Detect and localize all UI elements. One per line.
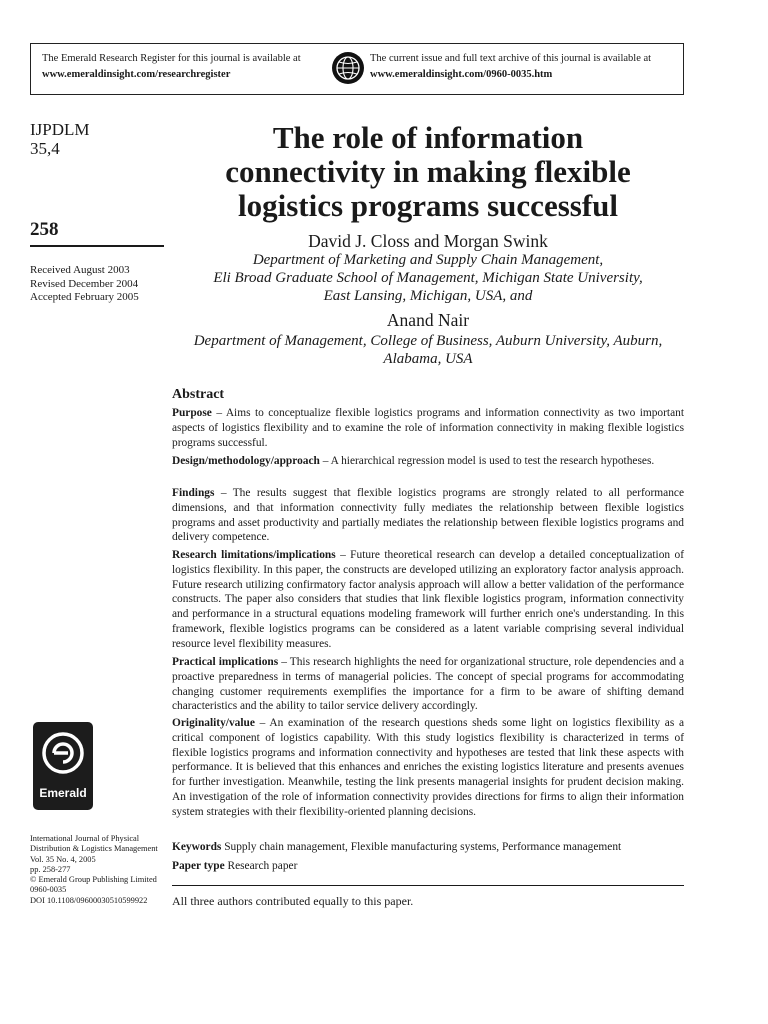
design-label: Design/methodology/approach	[172, 455, 320, 467]
header-left-url[interactable]: www.emeraldinsight.com/researchregister	[42, 69, 231, 80]
abstract-findings	[172, 486, 684, 545]
affiliation-line: East Lansing, Michigan, USA, and	[323, 288, 533, 304]
affiliation-line: Department of Management, College of Business, Auburn University, Auburn,	[193, 333, 663, 349]
pub-line: Vol. 35 No. 4, 2005	[30, 854, 96, 864]
left-rule	[30, 245, 164, 247]
emerald-logo-text: Emerald	[39, 786, 87, 800]
footnote-rule	[172, 885, 684, 886]
limitations-text: – Future theoretical research can develop a detailed conceptualization of logistics flexibility. In this paper, the constructs are developed utilizing an exploratory factor analysis approach. Future research utilizing confirmatory factor analysis approach will allow a better validation of the performance constructs. The paper also considers that studies that link flexible logistics program, information connectivity and performance in a structural equations modeling framework will further enrich one's understanding. In this framework, flexible logistics programs can be considered as a latent variable comprising several individual resource level flexibility measures.	[172, 549, 684, 650]
paper-type-text: Research paper	[224, 860, 298, 872]
pub-line: Distribution & Logistics Management	[30, 844, 158, 854]
affiliation-line: Department of Marketing and Supply Chain Management,	[252, 252, 604, 268]
header-right-text: The current issue and full text archive of this journal is available at	[370, 53, 652, 64]
practical-label: Practical implications	[172, 656, 279, 668]
abstract-originality	[172, 716, 684, 820]
affiliation-line: Eli Broad Graduate School of Management, Michigan State University,	[213, 270, 643, 286]
footnote: All three authors contributed equally to this paper.	[172, 894, 414, 908]
received-date: Received August 2003	[30, 264, 130, 276]
keywords-text: Supply chain management, Flexible manufacturing systems, Performance management	[221, 841, 622, 853]
pub-line[interactable]: DOI 10.1108/09600030510599922	[30, 895, 148, 905]
authors-group-1: David J. Closs and Morgan Swink	[308, 231, 548, 251]
page-number: 258	[30, 219, 59, 240]
paper-type-label: Paper type	[172, 860, 225, 872]
limitations-label: Research limitations/implications	[172, 549, 336, 561]
affiliation-1	[172, 251, 684, 305]
publication-info	[30, 834, 158, 906]
abstract-design	[172, 454, 684, 469]
title-line: connectivity in making flexible	[225, 154, 631, 189]
authors-group-2: Anand Nair	[386, 310, 470, 330]
findings-label: Findings	[172, 487, 215, 499]
pub-line: 0960-0035	[30, 885, 67, 895]
affiliation-2	[172, 332, 684, 368]
purpose-label: Purpose	[172, 407, 212, 419]
header-left-text: The Emerald Research Register for this journal is available at	[42, 53, 301, 64]
abstract-practical	[172, 655, 684, 714]
revised-date: Revised December 2004	[30, 277, 139, 290]
practical-text: – This research highlights the need for organizational structure, role dependencies and a proactive preparedness in terms of managerial policies. The concept of special programs for accommodating changing customer requirements exemplifies the importance for a firm to be aware of shifting demand characteristics and the ability to tailor service delivery accordingly.	[172, 656, 684, 713]
affiliation-line: Alabama, USA	[383, 351, 473, 367]
originality-text: – An examination of the research questions sheds some light on logistics flexibility as a critical component of logistics capability. With this study logistics flexibility is characterized in terms of flexible logistics programs and information connectivity and hypotheses are tested that link these aspects with performance. It is believed that this enhances and enriches the existing logistics literature and presents avenues for further investigation. Meanwhile, testing the link presents managerial insights for prudent decision making. An investigation of the role of information connectivity provides directions for firms to align their information system strategies with their flexibility-oriented planning decisions.	[172, 717, 684, 818]
globe-icon	[331, 51, 365, 85]
abstract-purpose	[172, 406, 684, 450]
journal-code	[30, 120, 90, 158]
title-line: logistics programs successful	[237, 188, 619, 223]
abstract-paper-type	[172, 859, 684, 874]
pub-line: pp. 258-277	[30, 864, 71, 874]
findings-text: – The results suggest that flexible logistics programs are strongly related to all performance dimensions, and that information connectivity fully mediates the relationship between flexible logistics programs and asset productivity and partially mediates the relationship between flexible logistics programs and delivery competence.	[172, 487, 684, 544]
abstract-limitations	[172, 548, 684, 652]
pub-line: International Journal of Physical	[30, 834, 140, 843]
abstract-heading: Abstract	[172, 387, 225, 402]
keywords-label: Keywords	[172, 841, 222, 853]
purpose-text: – Aims to conceptualize flexible logistics programs and information connectivity as two important aspects of logistics flexibility and to examine the role of information connectivity in making flexible logistics programs successful.	[172, 407, 684, 449]
accepted-date: Accepted February 2005	[30, 291, 139, 303]
volume-issue: 35,4	[30, 139, 60, 158]
design-text: – A hierarchical regression model is used to test the research hypotheses.	[319, 455, 655, 467]
title-line: The role of information	[272, 120, 584, 155]
abstract-keywords	[172, 840, 684, 855]
pub-line: © Emerald Group Publishing Limited	[30, 875, 157, 885]
header-right-url[interactable]: www.emeraldinsight.com/0960-0035.htm	[370, 69, 553, 80]
journal-abbrev: IJPDLM	[30, 120, 90, 139]
article-title	[172, 121, 684, 223]
article-dates	[30, 264, 139, 305]
originality-label: Originality/value	[172, 717, 255, 729]
